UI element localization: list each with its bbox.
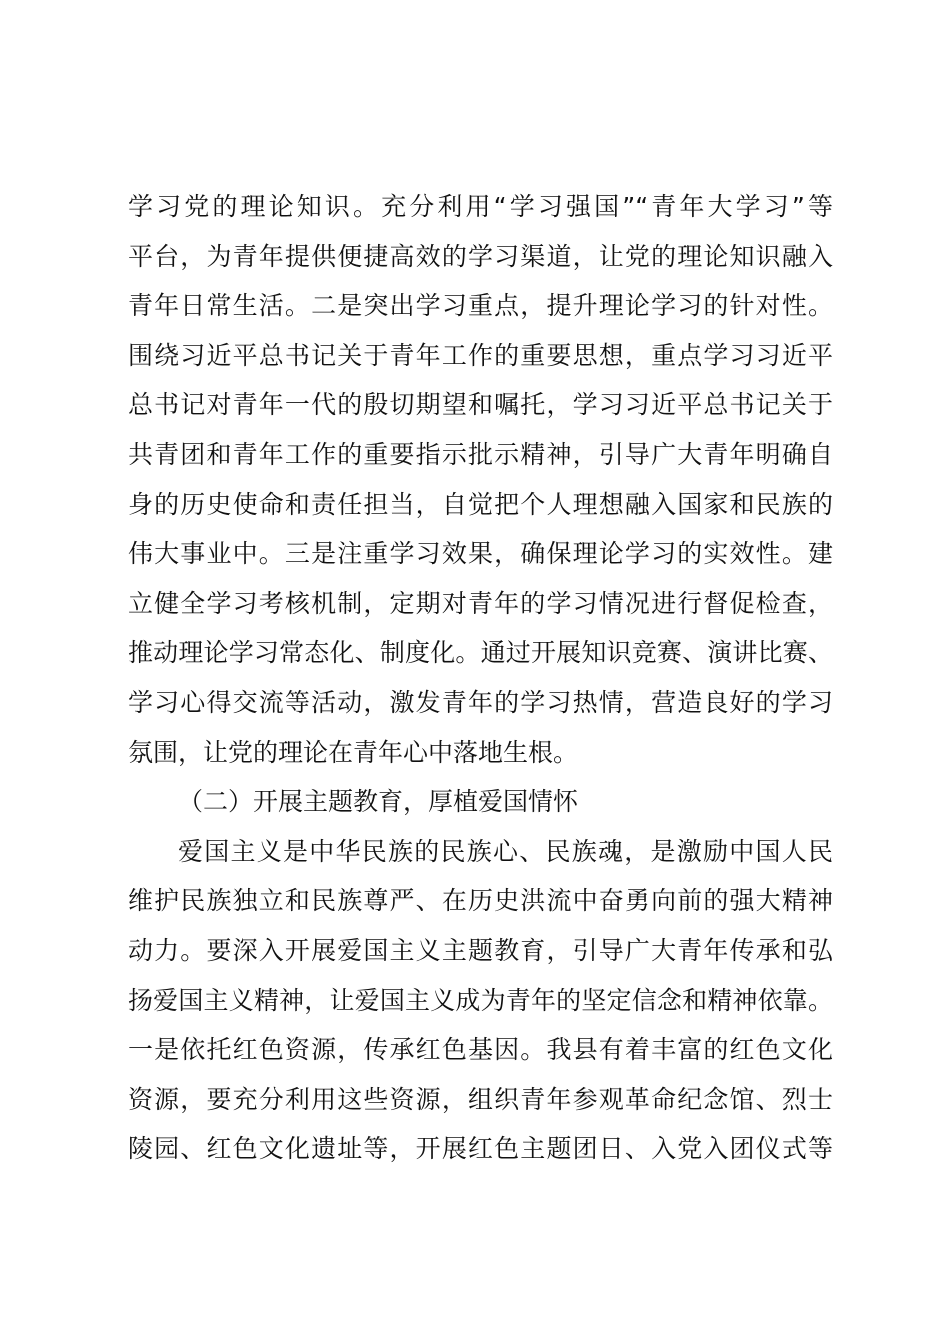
text-line: 学习心得交流等活动，激发青年的学习热情，营造良好的学习 [128, 687, 833, 717]
text-line: 青年日常生活。二是突出学习重点，提升理论学习的针对性。 [128, 291, 833, 321]
text-line: 维护民族独立和民族尊严、在历史洪流中奋勇向前的强大精神 [128, 886, 833, 916]
text-line: 围绕习近平总书记关于青年工作的重要思想，重点学习习近平 [128, 340, 833, 370]
text-line: 共青团和青年工作的重要指示批示精神，引导广大青年明确自 [128, 439, 833, 469]
text-line: 一是依托红色资源，传承红色基因。我县有着丰富的红色文化 [128, 1035, 833, 1065]
paragraph-end-line: 氛围，让党的理论在青年心中落地生根。 [128, 737, 579, 767]
text-line: 动力。要深入开展爱国主义主题教育，引导广大青年传承和弘 [128, 935, 833, 965]
text-line: 资源，要充分利用这些资源，组织青年参观革命纪念馆、烈士 [128, 1084, 833, 1114]
text-line: 立健全学习考核机制，定期对青年的学习情况进行督促检查， [128, 588, 833, 618]
text-line: 伟大事业中。三是注重学习效果，确保理论学习的实效性。建 [128, 539, 833, 569]
paragraph-first-line: 爱国主义是中华民族的民族心、民族魂，是激励中国人民 [178, 836, 833, 866]
text-line: 平台，为青年提供便捷高效的学习渠道，让党的理论知识融入 [128, 241, 833, 271]
section-heading: （二）开展主题教育，厚植爱国情怀 [178, 787, 579, 817]
text-line: 推动理论学习常态化、制度化。通过开展知识竞赛、演讲比赛、 [128, 638, 833, 668]
text-line: 扬爱国主义精神，让爱国主义成为青年的坚定信念和精神依靠。 [128, 985, 833, 1015]
text-line: 身的历史使命和责任担当，自觉把个人理想融入国家和民族的 [128, 489, 833, 519]
text-line: 陵园、红色文化遗址等，开展红色主题团日、入党入团仪式等 [128, 1134, 833, 1164]
text-line: 学习党的理论知识。充分利用“学习强国”“青年大学习”等 [128, 192, 833, 221]
text-line: 总书记对青年一代的殷切期望和嘱托，学习习近平总书记关于 [128, 390, 833, 420]
body-text [128, 182, 833, 1174]
